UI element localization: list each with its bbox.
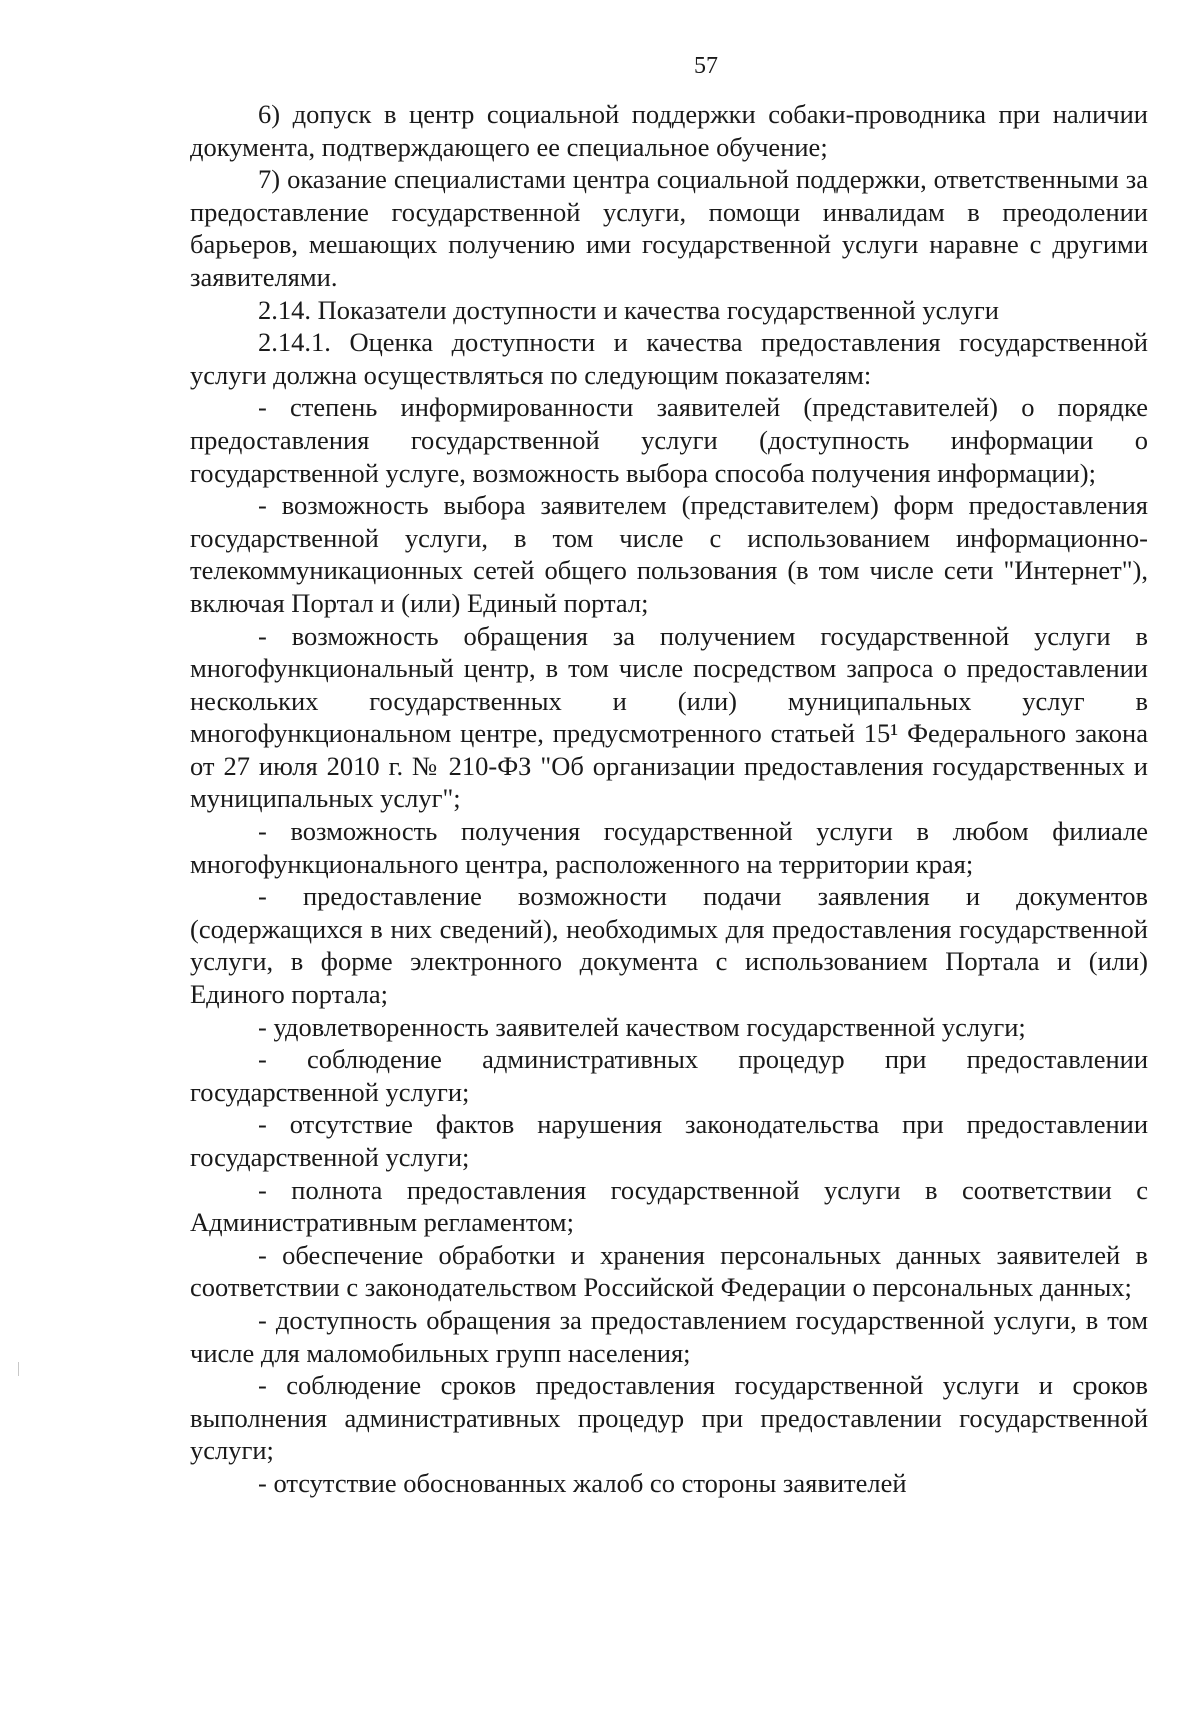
list-item-mfc-branch: - возможность получения государственной услуги в любом филиале многофункционального центра, расположенного на территории края; bbox=[190, 816, 1148, 879]
page-number: 57 bbox=[694, 53, 718, 79]
paragraph-2-14-1: 2.14.1. Оценка доступности и качества предоставления государственной услуги должна осуществляться по следующим показателям: bbox=[190, 327, 1148, 390]
list-item-procedure-compliance: - соблюдение административных процедур при предоставлении государственной услуги; bbox=[190, 1044, 1148, 1107]
scan-artifact-line bbox=[18, 1362, 19, 1376]
document-body bbox=[190, 98, 1148, 1500]
paragraph-item-6: 6) допуск в центр социальной поддержки собаки-проводника при наличии документа, подтверждающего ее специальное обучение; bbox=[190, 99, 1148, 162]
list-item-electronic-submission: - предоставление возможности подачи заявления и документов (содержащихся в них сведений), необходимых для предоставления государственной услуги, в форме электронного документа с использованием Портала и (или) Единого портала; bbox=[190, 881, 1148, 1010]
paragraph-item-7: 7) оказание специалистами центра социальной поддержки, ответственными за предоставление государственной услуги, помощи инвалидам в преодолении барьеров, мешающих получению ими государственной услуги наравне с другими заявителями. bbox=[190, 164, 1148, 292]
list-item-form-choice: - возможность выбора заявителем (представителем) форм предоставления государственной услуги, в том числе с использованием информационно-телекоммуникационных сетей общего пользования (в том числе сети "Интернет"), включая Портал и (или) Единый портал; bbox=[190, 490, 1148, 618]
list-item-satisfaction: - удовлетворенность заявителей качеством государственной услуги; bbox=[258, 1011, 1026, 1042]
list-item-mfc-request: - возможность обращения за получением государственной услуги в многофункциональный центр, в том числе посредством запроса о предоставлении нескольких государственных и (или) муниципальных услуг в многофункциональном центре, предусмотренного статьей 15¹ Федерального закона от 27 июля 2010 г. № 210-ФЗ "Об организации предоставления государственных и муниципальных услуг"; bbox=[190, 620, 1148, 814]
list-item-deadlines: - соблюдение сроков предоставления государственной услуги и сроков выполнения административных процедур при предоставлении государственной услуги; bbox=[190, 1370, 1148, 1466]
list-item-no-violations: - отсутствие фактов нарушения законодательства при предоставлении государственной услуги; bbox=[190, 1109, 1148, 1172]
list-item-accessibility: - доступность обращения за предоставлением государственной услуги, в том числе для маломобильных групп населения; bbox=[190, 1304, 1148, 1368]
section-heading-2-14: 2.14. Показатели доступности и качества государственной услуги bbox=[258, 294, 999, 325]
list-item-informedness: - степень информированности заявителей (представителей) о порядке предоставления государственной услуги (доступность информации о государственной услуге, возможность выбора способа получения информации); bbox=[190, 392, 1148, 488]
list-item-personal-data: - обеспечение обработки и хранения персональных данных заявителей в соответствии с законодательством Российской Федерации о персональных данных; bbox=[190, 1239, 1148, 1303]
list-item-completeness: - полнота предоставления государственной услуги в соответствии с Административным регламентом; bbox=[190, 1174, 1148, 1238]
list-item-no-complaints: - отсутствие обоснованных жалоб со стороны заявителей bbox=[258, 1467, 907, 1498]
